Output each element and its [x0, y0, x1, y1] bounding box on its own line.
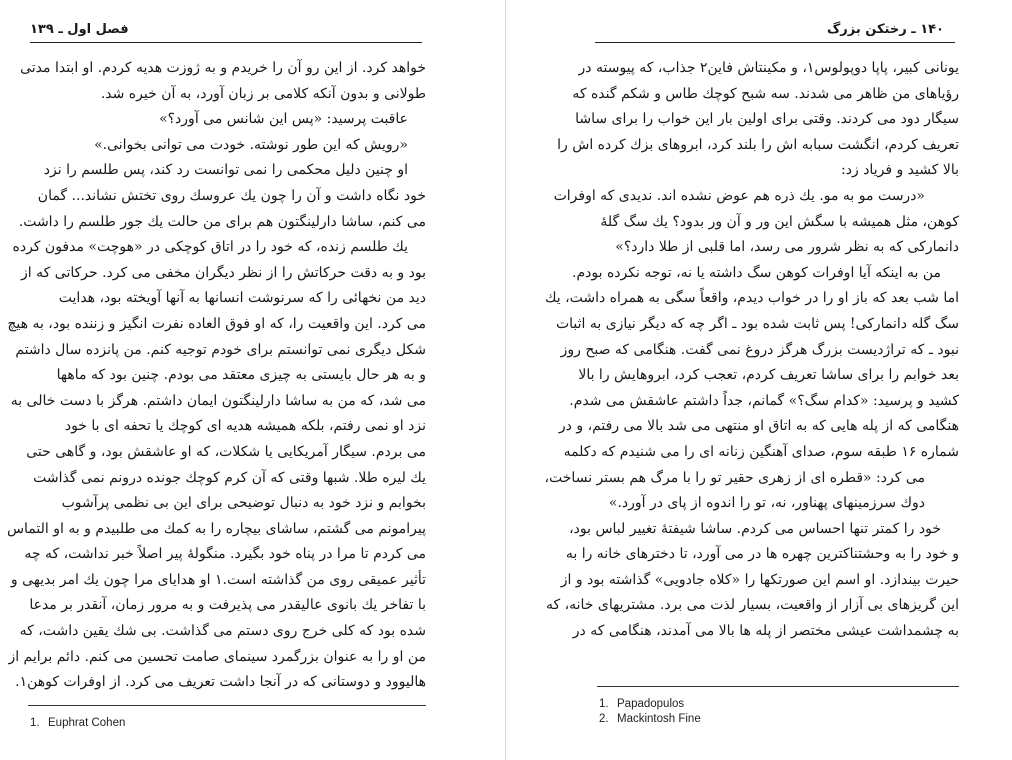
text-line: شکل دیگری نمی توانستم برای خودم توجیه کنم. من پانزده سال داشتم: [15, 341, 426, 358]
text-line: کشید و پرسید: «کدام سگ؟» گمانم، جداً داشتم عاشقش می شدم.: [569, 392, 959, 409]
text-line: سیگار دود می کردند. وقتی برای اولین بار این خواب را برای ساشا: [575, 111, 959, 128]
footnote-number: 1.: [30, 717, 40, 729]
running-head: فصل اول ـ ۱۳۹: [30, 22, 129, 37]
text-line: هنگامی که از پله هایی که به اتاق او منتهی می شد بالا می رفتم، و در: [558, 418, 959, 435]
text-line: بود و به دقت حرکاتش را از نظر دیگران مخفی می کرد. حرکاتی که از: [21, 264, 426, 281]
footnote-text: Euphrat Cohen: [48, 717, 126, 729]
text-line: من او را به عنوان بزرگمرد سینمای صامت تحسین می کنم. دائم برایم از: [8, 648, 426, 665]
text-line: یونانی کبیر، پاپا دوپولوس۱، و مکینتاش فاین۲ جذاب، که پیوسته در: [578, 60, 959, 76]
text-line: دانمارکی که به نظر شرور می رسد، اما قلبی از طلا دارد؟»: [615, 239, 959, 256]
text-line: اما شب بعد که باز او را در خواب دیدم، واقعاً سگی به همراه داشت، یك: [544, 290, 959, 307]
text-line: می شد، که من به ساشا دارلینگتون ایمان داشتم. هرگز با دست خالی به: [10, 392, 426, 409]
footnote-number: 2.: [599, 713, 609, 725]
text-line: نزد او نمی رفتم، بلکه همیشه هدیه ای کوچك یا تحفه ای با خود: [64, 418, 426, 435]
text-line: خود را کمتر تنها احساس می کردم. ساشا شیفتهٔ تغییر لباس بود،: [569, 520, 941, 537]
footnote: [599, 712, 701, 727]
body-text: [544, 56, 959, 645]
text-line: دید من نخهائی را که سرنوشت انسانها به آنها آویخته بود، هدایت: [58, 290, 426, 307]
footnote: [599, 697, 701, 712]
text-line: «درست مو به مو. یك ذره هم عوض نشده اند. ندیدی که اوفرات: [553, 187, 925, 204]
text-line: من به اینکه آیا اوفرات کوهن سگ داشته یا نه، توجه نکرده بودم.: [572, 264, 941, 281]
footnote-number: 1.: [599, 698, 609, 710]
text-line: تأثیر عمیقی روی من گذاشته است.۱ او هدایای مرا چون یك امر بدیهی و: [10, 571, 426, 588]
text-line: «رویش که این طور نوشته. خودت می توانی بخوانی.»: [94, 136, 408, 153]
text-line: یك لیره طلا. شبها وقتی که آن کرم کوچك جونده درونم نمی گذاشت: [33, 469, 426, 486]
text-line: بخوابم و نزد خود به دنبال توضیحی برای این بی نظمی پرآشوب: [61, 495, 426, 512]
footnote-text: Mackintosh Fine: [617, 713, 701, 725]
text-line: و به هر حال بایستی به چیزی معتقد می بودم. چنین بود که ماهها: [56, 367, 426, 384]
text-line: می کرد. این واقعیت را، که او فوق العاده نفرت انگیز و زننده بود، به هیچ: [7, 315, 426, 332]
footnote-text: Papadopulos: [617, 698, 685, 710]
text-line: به چشمداشت عیشی مختصر از پله ها بالا می آمدند، هنگامی که در: [572, 623, 959, 640]
text-line: دوك سرزمینهای پهناور، نه، تو را اندوه از پای در آورد.»: [608, 495, 925, 512]
text-line: بعد خوابم را برای ساشا تعریف کردم، تعجب کرد، ابروهایش را بالا: [578, 367, 959, 384]
footnotes: [30, 716, 125, 731]
text-line: خواهد کرد. از این رو آن را خریدم و به ژوزت هدیه کردم. او ابتدا مدتی: [20, 60, 426, 76]
text-line: او چنین دلیل محکمی را نمی توانست رد کند، پس طلسم را نزد: [43, 162, 408, 179]
text-line: رؤیاهای من ظاهر می شدند. سه شبح کوچك طاس و شکم گنده که: [572, 85, 959, 102]
footnote-rule: [28, 705, 426, 706]
text-line: سگ گله دانمارکی! پس ثابت شده بود ـ اگر چه که دیگر نیازی به اثبات: [555, 315, 959, 332]
text-line: طولانی و بدون آنکه کلامی بر زبان آورد، به آن خیره شد.: [100, 85, 426, 102]
footnotes: [599, 697, 701, 727]
header-rule: [595, 42, 955, 43]
text-line: پیرامونم می گشتم، ساشای بیچاره را به کمك می طلبیدم و به او التماس: [6, 520, 426, 537]
text-line: یك طلسم زنده، که خود را در اتاق کوچکی در «هوچت» مدفون کرده: [12, 239, 408, 256]
text-line: می بردم. سیگار آمریکایی یا شکلات، که او عاشقش بود، و گاهی حتی: [26, 443, 426, 460]
text-line: خود نگاه داشت و آن را چون یك عروسك روی تختش نشاند... گمان: [37, 187, 426, 204]
text-line: هالیوود و دوستانی که در آنجا داشت تعریف می کرد. از اوفرات کوهن۱.: [15, 674, 426, 691]
text-line: می کنم، ساشا دارلینگتون هم برای من حالت یك جور طلسم را داشت.: [18, 213, 426, 230]
header-rule: [30, 42, 422, 43]
running-head: ۱۴۰ ـ رختکن بزرگ: [826, 22, 944, 37]
text-line: کوهن، مثل همیشه با سگش این ور و آن ور بدود؟ یك سگ گلهٔ: [600, 213, 959, 230]
text-line: شده بود که کلی خرج روی دستم می گذاشت. بی شك یقین داشت، که: [19, 623, 426, 640]
text-line: می کرد: «قطره ای از زهری حقیر تو را با مرگ هم بستر نساخت،: [544, 469, 925, 486]
text-line: این گریزهای بی آزار از واقعیت، بسیار لذت می برد. مشتریهای خانه، که: [546, 597, 959, 614]
footnote: [30, 716, 125, 731]
body-text: [6, 56, 426, 696]
text-line: نبود ـ که تراژدیست بزرگ هرگز دروغ نمی گفت. هنگامی که صبح روز: [560, 341, 959, 358]
text-line: تعریف کردم، انگشت سبابه اش را بلند کرد، ابروهای بزك کرده اش را: [557, 136, 959, 153]
text-line: بالا کشید و فریاد زد:: [841, 162, 959, 179]
text-line: حیرت بیندازد. او اسم این صورتکها را «کلاه جادویی» گذاشته بود و از: [560, 571, 959, 588]
text-line: می کردم تا مرا در پناه خود بگیرد. منگولهٔ پیر اصلاً خبر نداشت، که چه: [24, 546, 426, 563]
text-line: و خود را به وحشتناکترین چهره ها در می آورد، تا دخترهای خانه را به: [565, 546, 959, 563]
text-line: شماره ۱۶ طبقه سوم، صدای آهنگین زنانه ای را می شنیدم که دکلمه: [563, 443, 959, 460]
text-line: با تفاخر یك بانوی عالیقدر می پذیرفت و به مرور زمان، آنقدر بر مدعا: [29, 597, 426, 614]
right-page: [507, 0, 1012, 760]
text-line: عاقبت پرسید: «پس این شانس می آورد؟»: [159, 111, 408, 128]
footnote-rule: [597, 686, 959, 687]
